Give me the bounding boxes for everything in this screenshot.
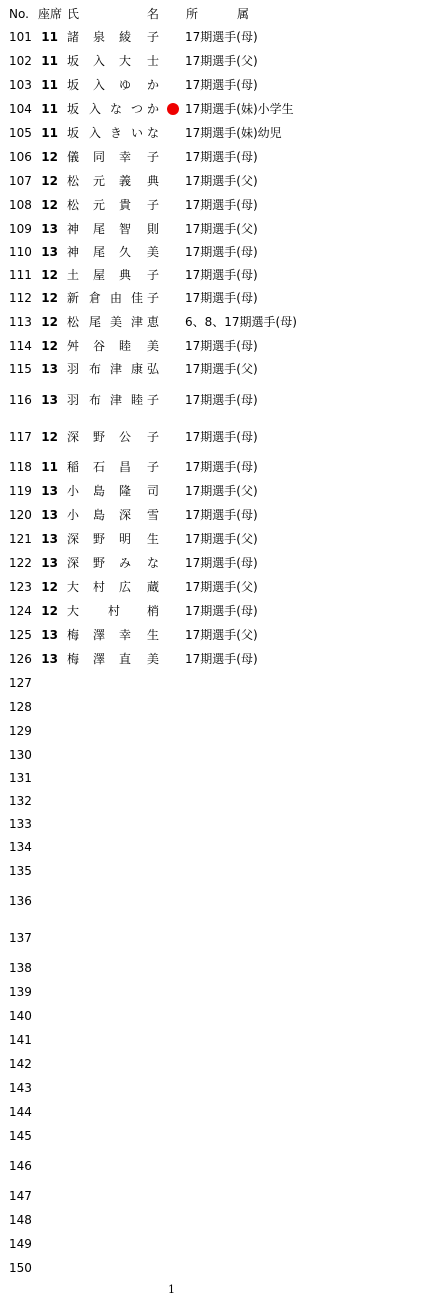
table-row [0,219,431,239]
table-row [0,1210,431,1230]
seat-number: 12 [41,580,58,594]
row-number: 111 [9,268,32,282]
name-char: 坂 [67,126,80,140]
row-number: 133 [9,817,32,831]
name-char: 隆 [119,484,132,498]
table-row [0,1186,431,1206]
row-number: 119 [9,484,32,498]
name-char: 子 [147,393,160,407]
name-char: 澤 [93,628,106,642]
name-char: い [131,126,144,140]
name-char: 松 [67,174,80,188]
name-char: 羽 [67,362,80,376]
table-row [0,814,431,834]
seat-number: 11 [41,78,58,92]
affiliation: 17期選手(母) [185,245,258,259]
name-char: 生 [147,532,160,546]
table-row [0,312,431,332]
row-number: 134 [9,840,32,854]
name-char: 尾 [93,222,106,236]
seat-number: 11 [41,460,58,474]
affiliation: 17期選手(母) [185,291,258,305]
name-char: 睦 [119,339,132,353]
seat-number: 13 [41,556,58,570]
row-number: 110 [9,245,32,259]
name-char: 幸 [119,628,132,642]
header-no: No. [9,7,29,21]
row-number: 128 [9,700,32,714]
name-char: 美 [147,652,160,666]
row-number: 138 [9,961,32,975]
name-char: 睦 [131,393,144,407]
row-number: 102 [9,54,32,68]
table-row [0,928,431,948]
name-char: 屋 [93,268,106,282]
affiliation: 17期選手(母) [185,604,258,618]
seat-number: 13 [41,628,58,642]
row-number: 131 [9,771,32,785]
table-row [0,427,431,447]
name-char: 士 [147,54,160,68]
name-char: 澤 [93,652,106,666]
name-char: 義 [119,174,132,188]
name-char: 貴 [119,198,132,212]
name-char: 深 [67,556,80,570]
row-number: 132 [9,794,32,808]
table-row [0,1234,431,1254]
name-char: 入 [89,126,102,140]
header-name-right: 名 [147,7,160,21]
row-number: 120 [9,508,32,522]
table-row [0,1078,431,1098]
name-char: 雪 [147,508,160,522]
name-char: 明 [119,532,132,546]
name-char: な [147,556,160,570]
name-char: な [147,126,160,140]
affiliation: 17期選手(母) [185,430,258,444]
affiliation: 6、8、17期選手(母) [185,315,297,329]
name-char: 松 [67,315,80,329]
name-char: 弘 [147,362,160,376]
name-char: 典 [147,174,160,188]
name-char: 大 [119,54,132,68]
name-char: 島 [93,484,106,498]
table-row [0,51,431,71]
name-char: 元 [93,174,106,188]
row-number: 113 [9,315,32,329]
name-char: 子 [147,291,160,305]
affiliation: 17期選手(妹)小学生 [185,102,294,116]
name-char: 深 [67,430,80,444]
name-char: 広 [119,580,132,594]
row-number: 144 [9,1105,32,1119]
name-char: 典 [119,268,132,282]
table-row [0,336,431,356]
name-char: 松 [67,198,80,212]
table-row [0,359,431,379]
name-char: 舛 [67,339,80,353]
header-affiliation-left: 所 [186,7,199,21]
row-number: 123 [9,580,32,594]
table-row [0,123,431,143]
header-name-left: 氏 [67,7,80,21]
row-number: 112 [9,291,32,305]
row-number: 130 [9,748,32,762]
seat-number: 12 [41,198,58,212]
table-row [0,601,431,621]
row-number: 143 [9,1081,32,1095]
name-char: 子 [147,150,160,164]
name-char: 島 [93,508,106,522]
name-char: 梅 [67,628,80,642]
name-char: 小 [67,508,80,522]
seat-number: 13 [41,245,58,259]
row-number: 116 [9,393,32,407]
row-number: 124 [9,604,32,618]
row-number: 101 [9,30,32,44]
row-number: 104 [9,102,32,116]
row-number: 148 [9,1213,32,1227]
seat-number: 12 [41,268,58,282]
name-char: 尾 [93,245,106,259]
seat-number: 12 [41,604,58,618]
table-row [0,390,431,410]
name-char: 恵 [147,315,160,329]
table-row [0,457,431,477]
name-char: 儀 [67,150,80,164]
affiliation: 17期選手(母) [185,508,258,522]
seat-number: 13 [41,362,58,376]
affiliation: 17期選手(母) [185,460,258,474]
row-number: 141 [9,1033,32,1047]
affiliation: 17期選手(母) [185,268,258,282]
name-char: 入 [89,102,102,116]
affiliation: 17期選手(父) [185,580,258,594]
affiliation: 17期選手(母) [185,30,258,44]
affiliation: 17期選手(父) [185,628,258,642]
row-number: 125 [9,628,32,642]
name-char: か [147,78,160,92]
row-number: 149 [9,1237,32,1251]
name-char: か [147,102,160,116]
seat-number: 13 [41,484,58,498]
row-number: 147 [9,1189,32,1203]
name-char: 大 [67,604,80,618]
row-number: 140 [9,1009,32,1023]
name-char: 入 [93,54,106,68]
name-char: 美 [147,245,160,259]
name-char: 子 [147,30,160,44]
name-char: 羽 [67,393,80,407]
name-char: な [110,102,123,116]
row-number: 109 [9,222,32,236]
table-row [0,861,431,881]
row-number: 107 [9,174,32,188]
row-number: 114 [9,339,32,353]
row-number: 115 [9,362,32,376]
table-row [0,265,431,285]
name-char: 諸 [67,30,80,44]
name-char: 村 [108,604,121,618]
seat-number: 13 [41,508,58,522]
name-char: 昌 [119,460,132,474]
table-row [0,1258,431,1278]
name-char: 智 [119,222,132,236]
table-row [0,529,431,549]
seat-number: 12 [41,315,58,329]
row-number: 137 [9,931,32,945]
row-number: 136 [9,894,32,908]
table-row [0,721,431,741]
table-row [0,891,431,911]
seat-number: 12 [41,174,58,188]
row-number: 126 [9,652,32,666]
table-row [0,1006,431,1026]
table-row [0,75,431,95]
affiliation: 17期選手(母) [185,339,258,353]
table-row [0,697,431,717]
page-number: 1 [168,1283,175,1296]
affiliation: 17期選手(母) [185,150,258,164]
affiliation: 17期選手(妹)幼児 [185,126,282,140]
name-char: ゆ [119,78,132,92]
table-row [0,745,431,765]
affiliation: 17期選手(父) [185,174,258,188]
row-number: 139 [9,985,32,999]
table-row [0,837,431,857]
name-char: 蔵 [147,580,160,594]
seat-number: 12 [41,150,58,164]
row-number: 108 [9,198,32,212]
row-number: 146 [9,1159,32,1173]
seat-number: 12 [41,339,58,353]
header-seat: 座席 [38,7,63,21]
seat-number: 11 [41,102,58,116]
table-row [0,1126,431,1146]
name-char: 子 [147,198,160,212]
seat-number: 11 [41,30,58,44]
seat-number: 13 [41,222,58,236]
table-row [0,958,431,978]
name-char: 入 [93,78,106,92]
name-char: 綾 [119,30,132,44]
seat-number: 12 [41,430,58,444]
table-row [0,242,431,262]
name-char: 美 [110,315,123,329]
row-number: 142 [9,1057,32,1071]
name-char: 生 [147,628,160,642]
name-char: 坂 [67,102,80,116]
affiliation: 17期選手(母) [185,78,258,92]
table-row [0,649,431,669]
name-char: 神 [67,222,80,236]
name-char: 倉 [89,291,102,305]
name-char: 野 [93,532,106,546]
affiliation: 17期選手(父) [185,222,258,236]
name-char: 深 [119,508,132,522]
name-char: 幸 [119,150,132,164]
table-row [0,171,431,191]
name-char: 深 [67,532,80,546]
name-char: 佳 [131,291,144,305]
name-char: 美 [147,339,160,353]
seat-number: 13 [41,393,58,407]
table-row [0,195,431,215]
row-number: 127 [9,676,32,690]
row-number: 122 [9,556,32,570]
seat-number: 11 [41,54,58,68]
name-char: 元 [93,198,106,212]
name-char: 布 [89,393,102,407]
name-char: 久 [119,245,132,259]
name-char: 司 [147,484,160,498]
row-number: 135 [9,864,32,878]
affiliation: 17期選手(父) [185,532,258,546]
name-char: 直 [119,652,132,666]
name-char: 石 [93,460,106,474]
table-row [0,982,431,1002]
name-char: 子 [147,430,160,444]
name-char: き [110,126,123,140]
name-char: 子 [147,268,160,282]
name-char: 坂 [67,78,80,92]
table-row [0,625,431,645]
table-row [0,505,431,525]
table-row [0,1030,431,1050]
table-row [0,673,431,693]
seat-number: 13 [41,532,58,546]
name-char: 康 [131,362,144,376]
name-char: 布 [89,362,102,376]
row-number: 145 [9,1129,32,1143]
table-row [0,553,431,573]
red-dot-marker [167,103,179,115]
table-header [0,4,431,24]
name-char: 新 [67,291,80,305]
seat-number: 13 [41,652,58,666]
name-char: 梢 [147,604,160,618]
name-char: 神 [67,245,80,259]
row-number: 118 [9,460,32,474]
row-number: 129 [9,724,32,738]
affiliation: 17期選手(母) [185,556,258,570]
table-row [0,27,431,47]
row-number: 150 [9,1261,32,1275]
affiliation: 17期選手(父) [185,362,258,376]
name-char: 坂 [67,54,80,68]
table-row [0,1102,431,1122]
name-char: み [119,556,132,570]
name-char: 村 [93,580,106,594]
name-char: 稲 [67,460,80,474]
table-row [0,99,431,119]
affiliation: 17期選手(母) [185,393,258,407]
affiliation: 17期選手(父) [185,484,258,498]
name-char: 野 [93,430,106,444]
name-char: 津 [131,315,144,329]
table-row [0,1156,431,1176]
name-char: 由 [110,291,123,305]
table-row [0,147,431,167]
name-char: 梅 [67,652,80,666]
name-char: 公 [119,430,132,444]
table-row [0,791,431,811]
table-row [0,288,431,308]
name-char: 同 [93,150,106,164]
name-char: 則 [147,222,160,236]
table-row [0,481,431,501]
affiliation: 17期選手(母) [185,198,258,212]
row-number: 103 [9,78,32,92]
affiliation: 17期選手(父) [185,54,258,68]
row-number: 106 [9,150,32,164]
name-char: 尾 [89,315,102,329]
name-char: つ [131,102,144,116]
name-char: 谷 [93,339,106,353]
table-row [0,1054,431,1074]
name-char: 津 [110,393,123,407]
name-char: 小 [67,484,80,498]
row-number: 105 [9,126,32,140]
table-row [0,768,431,788]
name-char: 土 [67,268,80,282]
header-affiliation-right: 属 [237,7,250,21]
seat-number: 12 [41,291,58,305]
name-char: 津 [110,362,123,376]
name-char: 泉 [93,30,106,44]
name-char: 野 [93,556,106,570]
affiliation: 17期選手(母) [185,652,258,666]
name-char: 子 [147,460,160,474]
name-char: 大 [67,580,80,594]
table-row [0,577,431,597]
seat-number: 11 [41,126,58,140]
row-number: 121 [9,532,32,546]
row-number: 117 [9,430,32,444]
